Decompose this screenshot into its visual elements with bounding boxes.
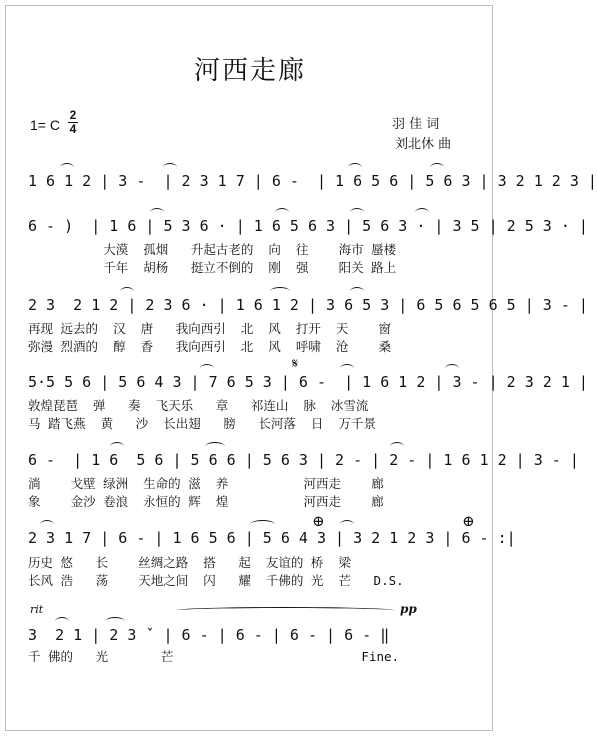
lyrics-line-4b: 马 踏飞燕 黄 沙 长出翅 膀 长河落 日 万千景 (28, 416, 376, 431)
lyrics-line-3b: 弥漫 烈酒的 醇 香 我向西引 北 风 呼啸 沧 桑 (28, 339, 392, 354)
tie-mark (275, 208, 289, 217)
tie-mark (150, 208, 164, 217)
coda-sign: ⊕ (312, 512, 325, 530)
tie-mark (55, 617, 69, 626)
tie-mark (163, 163, 177, 172)
tie-mark (205, 442, 225, 451)
tie-mark (120, 287, 134, 296)
time-top: 2 (69, 108, 77, 122)
time-bottom: 4 (69, 122, 77, 136)
sustain-tie (175, 607, 395, 614)
lyrics-line-7: 千 佛的 光 芒 Fine. (28, 649, 400, 664)
tie-mark (390, 442, 404, 451)
notation-line-5: 6 - | 1 6 5 6 | 5 6 6 | 5 6 3 | 2 - | 2 - | 1 6 1 2 | 3 - | (28, 451, 579, 469)
tie-mark (105, 617, 125, 626)
tie-mark (40, 520, 54, 529)
composer-credit: 刘北休 曲 (395, 137, 452, 152)
tie-mark (350, 287, 364, 296)
dynamic-mark: pp (400, 602, 417, 616)
lyricist-credit: 羽 佳 词 (392, 117, 440, 132)
lyrics-line-2b: 千年 胡杨 挺立不倒的 刚 强 阳关 路上 (28, 260, 397, 275)
lyrics-line-3a: 再现 远去的 汉 唐 我向西引 北 风 打开 天 窗 (28, 321, 392, 336)
lyrics-line-6a: 历史 悠 长 丝绸之路 搭 起 友谊的 桥 梁 (28, 555, 351, 570)
key-signature: 1= C (30, 117, 60, 133)
tie-mark (430, 163, 444, 172)
song-title: 河西走廊 (193, 56, 306, 86)
tie-mark (200, 364, 214, 373)
tie-mark (60, 163, 74, 172)
tie-mark (250, 520, 275, 529)
tie-mark (350, 208, 364, 217)
tie-mark (445, 364, 459, 373)
tie-mark (340, 520, 354, 529)
coda-sign-end: ⊕ (462, 512, 475, 530)
lyrics-line-2a: 大漠 孤烟 升起古老的 向 往 海市 蜃楼 (28, 242, 397, 257)
segno-sign: 𝄋 (292, 356, 299, 372)
lyrics-line-4a: 敦煌琵琶 弹 奏 飞天乐 章 祁连山 脉 冰雪流 (28, 398, 369, 413)
notation-line-3: 2 3 2 1 2 | 2 3 6 · | 1 6 1 2 | 3 6 5 3 | 6 5 6 5 6 5 | 3 - | (28, 296, 588, 314)
tie-mark (270, 287, 290, 296)
ritardando-mark: rit (30, 603, 44, 616)
notation-line-4: 5·5 5 6 | 5 6 4 3 | 7 6 5 3 | 6 - | 1 6 1 2 | 3 - | 2 3 2 1 | (28, 373, 588, 391)
tie-mark (110, 442, 124, 451)
notation-line-6: 2 3 1 7 | 6 - | 1 6 5 6 | 5 6 4 3 | 3 2 1 2 3 | 6 - :| (28, 529, 516, 547)
notation-line-7: 3 2 1 | 2 3 ˇ | 6 - | 6 - | 6 - | 6 - ‖ (28, 626, 390, 644)
notation-line-1: 1 6 1 2 | 3 - | 2 3 1 7 | 6 - | 1 6 5 6 | 5 6 3 | 3 2 1 2 3 | (28, 172, 597, 190)
lyrics-line-5a: 淌 戈壁 绿洲 生命的 滋 养 河西走 廊 (28, 476, 384, 491)
tie-mark (348, 163, 362, 172)
lyrics-line-6b: 长风 浩 荡 天地之间 闪 耀 千佛的 光 芒 D.S. (28, 573, 404, 588)
lyrics-line-5b: 象 金沙 卷浪 永恒的 辉 煌 河西走 廊 (28, 494, 384, 509)
tie-mark (415, 208, 429, 217)
notation-line-2: 6 - ) | 1 6 | 5 3 6 · | 1 6 5 6 3 | 5 6 3 · | 3 5 | 2 5 3 · | (28, 217, 588, 235)
tie-mark (340, 364, 354, 373)
time-signature (68, 110, 78, 135)
